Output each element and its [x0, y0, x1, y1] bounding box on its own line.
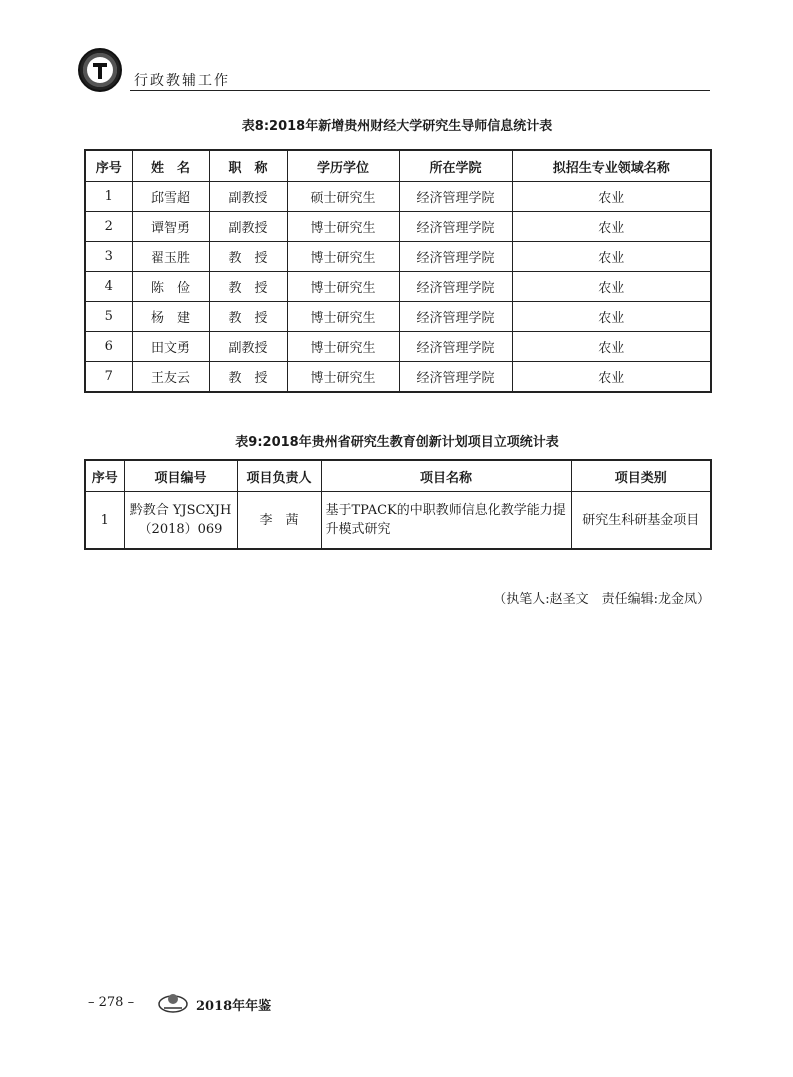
advisor-table — [84, 149, 712, 393]
table-cell: 1 — [85, 182, 132, 212]
table-cell: 教 授 — [209, 242, 287, 272]
column-header: 项目名称 — [321, 460, 571, 492]
table-cell: 副教授 — [209, 332, 287, 362]
university-logo-icon — [78, 48, 122, 92]
table-cell: 王友云 — [132, 362, 209, 393]
table-cell: 农业 — [512, 332, 711, 362]
table8-caption: 表8:2018年新增贵州财经大学研究生导师信息统计表 — [241, 119, 553, 134]
column-header: 所在学院 — [399, 150, 512, 182]
table-cell: 谭智勇 — [132, 212, 209, 242]
table-cell: 经济管理学院 — [399, 242, 512, 272]
table-row — [85, 182, 711, 212]
table-cell: 教 授 — [209, 362, 287, 393]
table-cell: 博士研究生 — [287, 212, 399, 242]
table-cell: 经济管理学院 — [399, 182, 512, 212]
table-cell: 博士研究生 — [287, 332, 399, 362]
table-cell: 博士研究生 — [287, 362, 399, 393]
table-cell: 经济管理学院 — [399, 302, 512, 332]
section-title: 行政教辅工作 — [134, 73, 230, 89]
table-header-row — [85, 460, 711, 492]
table-cell: 6 — [85, 332, 132, 362]
table-cell: 副教授 — [209, 212, 287, 242]
column-header: 项目类别 — [571, 460, 711, 492]
table-cell: 黔教合 YJSCXJH（2018）069 — [124, 492, 237, 550]
table-cell: 教 授 — [209, 302, 287, 332]
table9-caption: 表9:2018年贵州省研究生教育创新计划项目立项统计表 — [235, 435, 559, 450]
table-cell: 邱雪超 — [132, 182, 209, 212]
yearbook-emblem-icon — [156, 990, 190, 1018]
header-divider — [130, 90, 710, 91]
table-cell: 3 — [85, 242, 132, 272]
column-header: 序号 — [85, 460, 124, 492]
table-cell: 经济管理学院 — [399, 272, 512, 302]
table-cell: 副教授 — [209, 182, 287, 212]
table-cell: 农业 — [512, 182, 711, 212]
column-header: 项目编号 — [124, 460, 237, 492]
column-header: 职 称 — [209, 150, 287, 182]
table-cell: 陈 俭 — [132, 272, 209, 302]
table-row — [85, 332, 711, 362]
table-cell: 农业 — [512, 272, 711, 302]
table-cell: 经济管理学院 — [399, 362, 512, 393]
table-cell: 田文勇 — [132, 332, 209, 362]
table-cell: 2 — [85, 212, 132, 242]
table-cell: 7 — [85, 362, 132, 393]
table-cell: 教 授 — [209, 272, 287, 302]
table-cell: 农业 — [512, 362, 711, 393]
table-cell: 农业 — [512, 212, 711, 242]
page-number: – 278 – — [88, 995, 135, 1010]
table-cell: 研究生科研基金项目 — [571, 492, 711, 550]
table-row — [85, 272, 711, 302]
table-header-row — [85, 150, 711, 182]
table-cell: 经济管理学院 — [399, 212, 512, 242]
table-row — [85, 212, 711, 242]
column-header: 项目负责人 — [237, 460, 321, 492]
table-cell: 杨 建 — [132, 302, 209, 332]
table-cell: 1 — [85, 492, 124, 550]
table-row — [85, 302, 711, 332]
column-header: 姓 名 — [132, 150, 209, 182]
column-header: 学历学位 — [287, 150, 399, 182]
page-header — [78, 48, 710, 94]
project-table — [84, 459, 712, 550]
table-cell: 经济管理学院 — [399, 332, 512, 362]
column-header: 序号 — [85, 150, 132, 182]
table-row — [85, 242, 711, 272]
table-cell: 李 茜 — [237, 492, 321, 550]
table-cell: 基于TPACK的中职教师信息化教学能力提升模式研究 — [321, 492, 571, 550]
table-cell: 博士研究生 — [287, 242, 399, 272]
table-cell: 5 — [85, 302, 132, 332]
table-row — [85, 362, 711, 393]
table-cell: 博士研究生 — [287, 302, 399, 332]
table-cell: 4 — [85, 272, 132, 302]
column-header: 拟招生专业领域名称 — [512, 150, 711, 182]
table-cell: 农业 — [512, 302, 711, 332]
table-cell: 硕士研究生 — [287, 182, 399, 212]
yearbook-title: 2018年年鉴 — [196, 999, 272, 1014]
table-cell: 农业 — [512, 242, 711, 272]
table-row — [85, 492, 711, 550]
table-cell: 翟玉胜 — [132, 242, 209, 272]
table-cell: 博士研究生 — [287, 272, 399, 302]
page-footer — [88, 990, 388, 1014]
author-note: （执笔人:赵圣文 责任编辑:龙金凤） — [493, 592, 710, 607]
